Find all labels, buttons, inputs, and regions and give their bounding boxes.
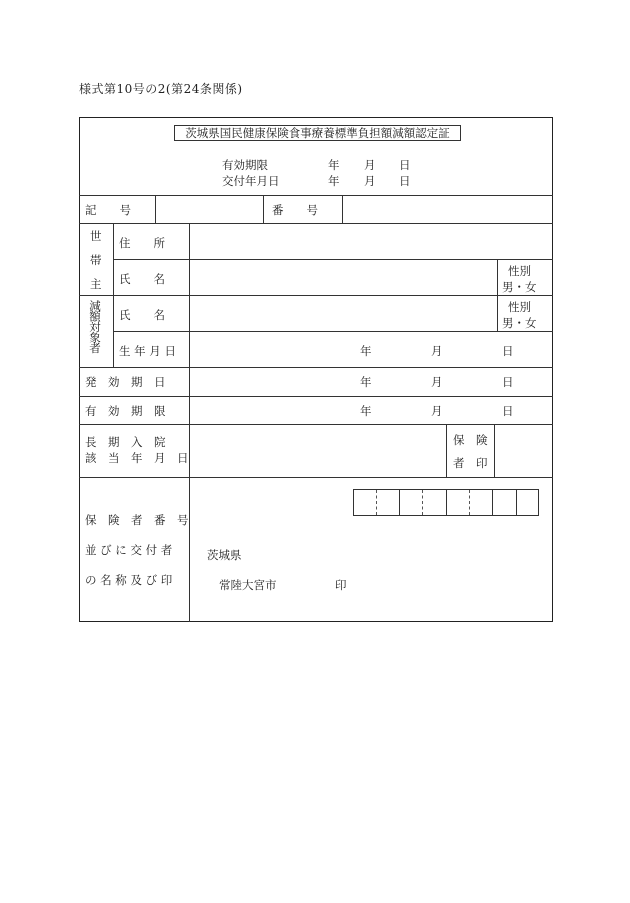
col-divider [155,195,156,223]
insurer-seal-line1: 保 険 [453,433,488,447]
insurer-seal-line2: 者 印 [453,456,488,470]
row-divider [79,396,553,397]
expiry-year: 年 [360,404,372,418]
insurer-info-line1: 保 険 者 番 号 [85,513,189,527]
expiry-label: 有 効 期 限 [85,404,166,418]
col-divider [189,223,190,622]
col-divider [263,195,264,223]
number-label: 番 号 [272,203,318,217]
row-divider [79,195,553,196]
digit-divider [399,489,400,516]
symbol-label: 記 号 [85,203,131,217]
head-name-label: 氏 名 [119,272,165,286]
digit-divider [446,489,447,516]
target-gender-label: 性別 [508,300,531,314]
insurer-info-line3: の 名 称 及 び 印 [85,573,173,587]
target-gender-options: 男・女 [502,316,537,330]
expiry-day: 日 [502,404,514,418]
long-term-label-line2: 該 当 年 月 日 [85,451,189,465]
row-divider [113,259,553,260]
col-divider [446,424,447,477]
household-head-char: 主 [90,277,102,291]
prefecture-name: 茨城県 [207,548,242,562]
validity-day: 日 [399,158,411,172]
issue-date-label: 交付年月日 [222,174,280,188]
col-divider [497,259,498,331]
digit-divider [492,489,493,516]
effective-year: 年 [360,375,372,389]
row-divider [113,331,553,332]
effective-month: 月 [431,375,443,389]
row-divider [79,295,553,296]
birth-day: 日 [502,344,514,358]
household-head-char: 帯 [90,253,102,267]
certificate-title: 茨城県国民健康保険食事療養標準負担額減額認定証 [174,125,461,141]
row-divider [79,223,553,224]
form-number: 様式第10号の2(第24条関係) [79,82,243,96]
digit-divider [422,490,423,515]
col-divider [494,424,495,477]
household-head-char: 世 [90,229,102,243]
city-name: 常陸大宮市 [219,578,277,592]
birth-month: 月 [431,344,443,358]
row-divider [79,424,553,425]
issue-month: 月 [364,174,376,188]
issue-day: 日 [399,174,411,188]
effective-day: 日 [502,375,514,389]
validity-year: 年 [328,158,340,172]
validity-month: 月 [364,158,376,172]
birth-year: 年 [360,344,372,358]
birth-date-label: 生 年 月 日 [119,344,176,358]
row-divider [79,477,553,478]
insurer-info-line2: 並 び に 交 付 者 [85,543,173,557]
target-name-label: 氏 名 [119,308,165,322]
reduction-target-label: 減額対象者 [88,300,102,353]
validity-label: 有効期限 [222,158,268,172]
long-term-label-line1: 長 期 入 院 [85,435,166,449]
row-divider [79,367,553,368]
digit-divider [469,490,470,515]
head-gender-label: 性別 [508,264,531,278]
address-label: 住 所 [119,236,165,250]
issuer-seal: 印 [335,578,347,592]
expiry-month: 月 [431,404,443,418]
head-gender-options: 男・女 [502,280,537,294]
digit-divider [516,489,517,516]
col-divider [113,223,114,367]
effective-date-label: 発 効 期 日 [85,375,166,389]
issue-year: 年 [328,174,340,188]
col-divider [342,195,343,223]
digit-divider [376,490,377,515]
